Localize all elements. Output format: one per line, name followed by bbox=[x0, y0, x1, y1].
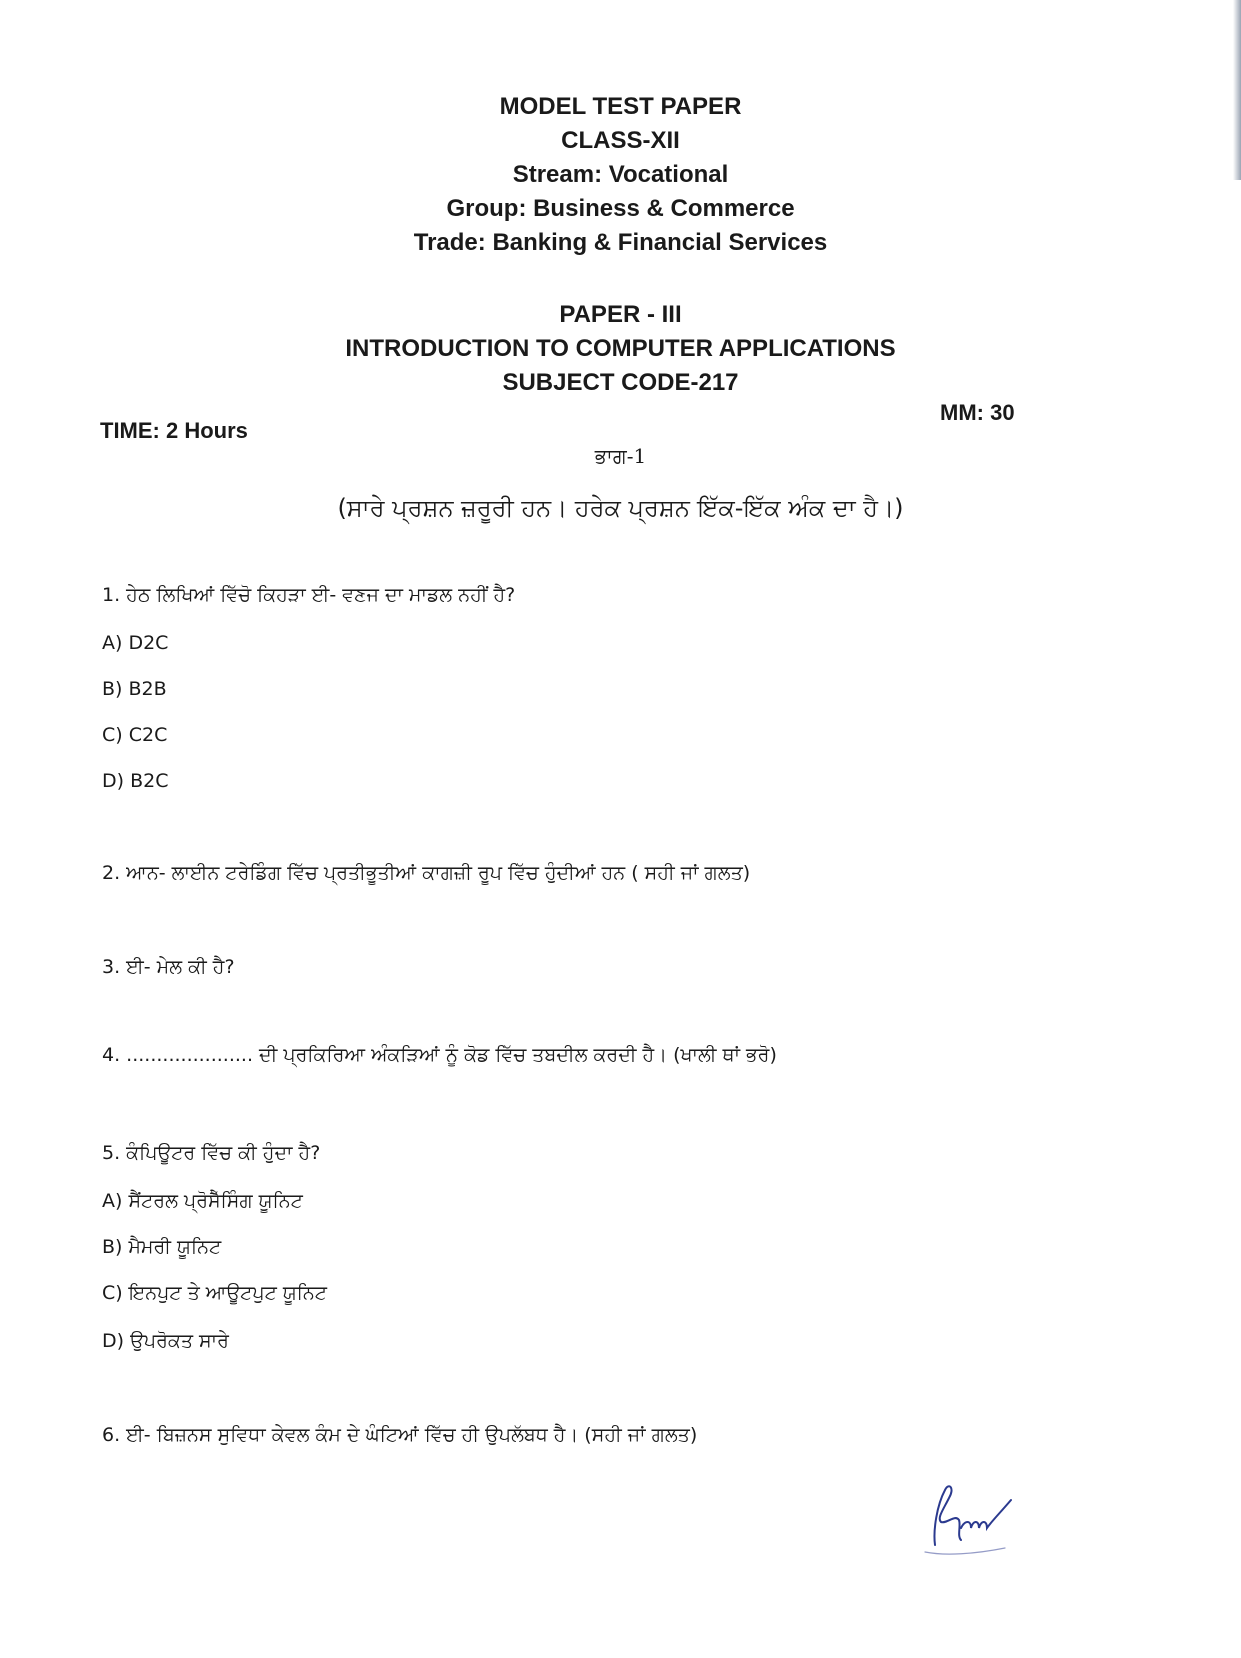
question-5: 5. ਕੰਪਿਊਟਰ ਵਿੱਚ ਕੀ ਹੁੰਦਾ ਹੈ? bbox=[102, 1142, 321, 1164]
header-class: CLASS-XII bbox=[561, 127, 680, 154]
max-marks-label: MM: 30 bbox=[940, 400, 1015, 425]
header-title: MODEL TEST PAPER bbox=[499, 93, 742, 120]
paper-subject: INTRODUCTION TO COMPUTER APPLICATIONS bbox=[345, 335, 896, 362]
question-5-option-c: C) ਇਨਪੁਟ ਤੇ ਆਊਟਪੁਟ ਯੂਨਿਟ bbox=[102, 1282, 327, 1304]
question-3: 3. ਈ- ਮੇਲ ਕੀ ਹੈ? bbox=[102, 956, 235, 978]
paper-subject-block bbox=[0, 298, 1241, 400]
subject-code: SUBJECT CODE-217 bbox=[502, 369, 739, 396]
header-trade: Trade: Banking & Financial Services bbox=[413, 229, 828, 256]
question-1-option-c: C) C2C bbox=[102, 724, 168, 746]
header-group: Group: Business & Commerce bbox=[446, 195, 795, 222]
question-1-option-d: D) B2C bbox=[102, 770, 169, 792]
question-5-option-b: B) ਮੈਮਰੀ ਯੂਨਿਟ bbox=[102, 1236, 222, 1258]
question-6: 6. ਈ- ਬਿਜ਼ਨਸ ਸੁਵਿਧਾ ਕੇਵਲ ਕੰਮ ਦੇ ਘੰਟਿਆਂ ਵਿੱਚ ਹੀ ਉਪਲੱਬਧ ਹੈ। (ਸਹੀ ਜਾਂ ਗਲਤ) bbox=[102, 1424, 698, 1446]
paper-number: PAPER - III bbox=[559, 301, 682, 328]
question-2: 2. ਆਨ- ਲਾਈਨ ਟਰੇਡਿੰਗ ਵਿੱਚ ਪ੍ਰਤੀਭੂਤੀਆਂ ਕਾਗਜ਼ੀ ਰੂਪ ਵਿੱਚ ਹੁੰਦੀਆਂ ਹਨ ( ਸਹੀ ਜਾਂ ਗਲਤ) bbox=[102, 862, 751, 884]
question-1: 1. ਹੇਠ ਲਿਖਿਆਂ ਵਿੱਚੋ ਕਿਹੜਾ ਈ- ਵਣਜ ਦਾ ਮਾਡਲ ਨਹੀਂ ਹੈ? bbox=[102, 584, 516, 606]
part-label: ਭਾਗ-1 bbox=[594, 444, 647, 468]
header-stream: Stream: Vocational bbox=[512, 161, 729, 188]
instructions: (ਸਾਰੇ ਪ੍ਰਸ਼ਨ ਜ਼ਰੂਰੀ ਹਨ। ਹਰੇਕ ਪ੍ਰਸ਼ਨ ਇੱਕ-ਇੱਕ ਅੰਕ ਦਾ ਹੈ।) bbox=[337, 494, 904, 522]
time-label: TIME: 2 Hours bbox=[100, 418, 248, 443]
paper-header bbox=[0, 90, 1241, 260]
question-5-option-a: A) ਸੈਂਟਰਲ ਪ੍ਰੋਸੈੱਸਿੰਗ ਯੂਨਿਟ bbox=[102, 1190, 303, 1212]
signature bbox=[915, 1470, 1035, 1560]
question-4: 4. ..................... ਦੀ ਪ੍ਰਕਿਰਿਆ ਅੰਕੜਿਆਂ ਨੂੰ ਕੋਡ ਵਿੱਚ ਤਬਦੀਲ ਕਰਦੀ ਹੈ। (ਖਾਲੀ ਥਾਂ ਭਰੋ) bbox=[102, 1044, 777, 1066]
question-1-option-a: A) D2C bbox=[102, 632, 169, 654]
question-5-option-d: D) ਉਪਰੋਕਤ ਸਾਰੇ bbox=[102, 1330, 229, 1352]
question-1-option-b: B) B2B bbox=[102, 678, 167, 700]
